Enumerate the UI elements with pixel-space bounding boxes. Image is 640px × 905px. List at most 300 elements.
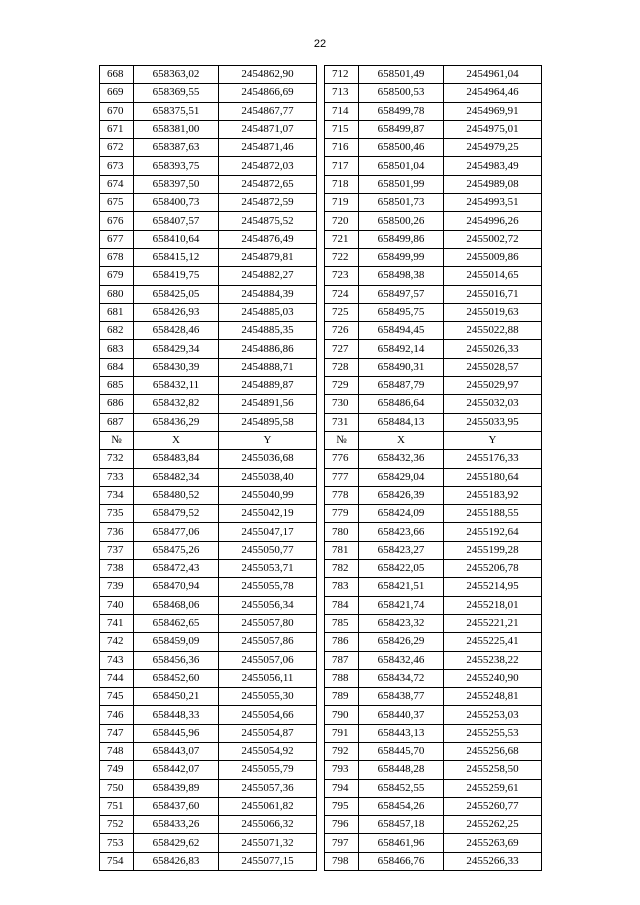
table-row (100, 340, 542, 358)
table-cell: 658461,96 (359, 834, 444, 852)
table-cell: 658501,99 (359, 175, 444, 193)
column-gap (317, 578, 325, 596)
table-cell: 713 (325, 84, 359, 102)
column-gap (317, 486, 325, 504)
table-cell: 658426,83 (134, 852, 219, 870)
table-cell: 729 (325, 377, 359, 395)
table-cell: 2455263,69 (444, 834, 542, 852)
table-cell: 2455047,17 (219, 523, 317, 541)
table-cell: 2455077,15 (219, 852, 317, 870)
table-row (100, 450, 542, 468)
column-gap (317, 560, 325, 578)
column-gap (317, 212, 325, 230)
table-cell: 746 (100, 706, 134, 724)
table-cell: 658498,38 (359, 267, 444, 285)
table-cell: 658369,55 (134, 84, 219, 102)
table-cell: 2455055,79 (219, 761, 317, 779)
table-cell: 2454891,56 (219, 395, 317, 413)
table-cell: 793 (325, 761, 359, 779)
table-cell: 2455054,92 (219, 742, 317, 760)
table-cell: 658445,96 (134, 724, 219, 742)
table-cell: 734 (100, 486, 134, 504)
table-row (100, 505, 542, 523)
table-cell: 2454996,26 (444, 212, 542, 230)
table-cell: 2455033,95 (444, 413, 542, 431)
table-cell: 794 (325, 779, 359, 797)
table-row (100, 523, 542, 541)
table-cell: 670 (100, 102, 134, 120)
column-gap (317, 651, 325, 669)
column-gap (317, 248, 325, 266)
table-cell: 658501,04 (359, 157, 444, 175)
table-cell: 2455022,88 (444, 322, 542, 340)
table-cell: 780 (325, 523, 359, 541)
table-cell: 721 (325, 230, 359, 248)
table-cell: 658454,26 (359, 797, 444, 815)
table-cell: 658452,60 (134, 669, 219, 687)
table-row (100, 267, 542, 285)
table-cell: 658439,89 (134, 779, 219, 797)
table-cell: 658448,33 (134, 706, 219, 724)
table-cell: 658375,51 (134, 102, 219, 120)
table-cell: 658422,05 (359, 560, 444, 578)
table-cell: 678 (100, 248, 134, 266)
table-cell: 658499,86 (359, 230, 444, 248)
table-cell: 2455188,55 (444, 505, 542, 523)
table-row (100, 395, 542, 413)
table-cell: 658480,52 (134, 486, 219, 504)
table-cell: 2454876,49 (219, 230, 317, 248)
table-cell: 2455055,30 (219, 688, 317, 706)
table-cell: 740 (100, 596, 134, 614)
table-cell: 787 (325, 651, 359, 669)
table-row (100, 651, 542, 669)
table-cell: 753 (100, 834, 134, 852)
table-cell: 733 (100, 468, 134, 486)
table-cell: 777 (325, 468, 359, 486)
column-gap (317, 450, 325, 468)
table-cell: 658497,57 (359, 285, 444, 303)
table-cell: 2455192,64 (444, 523, 542, 541)
table-cell: 783 (325, 578, 359, 596)
table-cell: 2454961,04 (444, 66, 542, 84)
table-cell: 658500,46 (359, 139, 444, 157)
table-cell: 658430,39 (134, 358, 219, 376)
table-row (100, 560, 542, 578)
table-cell: 2455028,57 (444, 358, 542, 376)
table-cell: 658421,51 (359, 578, 444, 596)
table-cell: 681 (100, 303, 134, 321)
table-cell: 658407,57 (134, 212, 219, 230)
table-cell: 715 (325, 120, 359, 138)
table-row (100, 84, 542, 102)
table-cell: 736 (100, 523, 134, 541)
table-cell: 2454975,01 (444, 120, 542, 138)
table-cell: 2455071,32 (219, 834, 317, 852)
column-gap (317, 779, 325, 797)
table-row (100, 212, 542, 230)
table-cell: 2455050,77 (219, 541, 317, 559)
table-cell: 2454993,51 (444, 194, 542, 212)
table-cell: 2455016,71 (444, 285, 542, 303)
coordinates-table (99, 65, 542, 871)
table-cell: 751 (100, 797, 134, 815)
table-cell: 658466,76 (359, 852, 444, 870)
table-cell: 723 (325, 267, 359, 285)
table-cell: 2455042,19 (219, 505, 317, 523)
table-cell: 658423,27 (359, 541, 444, 559)
table-cell: 2455262,25 (444, 816, 542, 834)
table-cell: 2454882,27 (219, 267, 317, 285)
table-cell: 658450,21 (134, 688, 219, 706)
table-cell: 2455056,34 (219, 596, 317, 614)
table-cell: 752 (100, 816, 134, 834)
column-gap (317, 285, 325, 303)
table-cell: 2454871,07 (219, 120, 317, 138)
column-gap (317, 834, 325, 852)
table-cell: 2454884,39 (219, 285, 317, 303)
page-number: 22 (313, 38, 327, 50)
table-cell: 747 (100, 724, 134, 742)
table-cell: 682 (100, 322, 134, 340)
table-cell: 658434,72 (359, 669, 444, 687)
table-cell: 658424,09 (359, 505, 444, 523)
table-cell: 789 (325, 688, 359, 706)
column-gap (317, 596, 325, 614)
table-cell: 658421,74 (359, 596, 444, 614)
table-cell: 658456,36 (134, 651, 219, 669)
table-cell: 731 (325, 413, 359, 431)
table-cell: 2454862,90 (219, 66, 317, 84)
table-cell: 738 (100, 560, 134, 578)
table-cell: 658459,09 (134, 633, 219, 651)
table-cell: 732 (100, 450, 134, 468)
table-cell: 658415,12 (134, 248, 219, 266)
table-cell: 658468,06 (134, 596, 219, 614)
table-cell: 716 (325, 139, 359, 157)
table-row (100, 248, 542, 266)
table-cell: 791 (325, 724, 359, 742)
table-cell: 737 (100, 541, 134, 559)
table-cell: 717 (325, 157, 359, 175)
table-cell: 673 (100, 157, 134, 175)
table-cell: 2455238,22 (444, 651, 542, 669)
table-cell: 658483,84 (134, 450, 219, 468)
table-row (100, 578, 542, 596)
table-row (100, 468, 542, 486)
table-cell: 2455002,72 (444, 230, 542, 248)
column-gap (317, 175, 325, 193)
table-cell: 2455057,80 (219, 614, 317, 632)
table-cell: 671 (100, 120, 134, 138)
table-cell: 727 (325, 340, 359, 358)
column-gap (317, 431, 325, 449)
column-gap (317, 377, 325, 395)
table-cell: 792 (325, 742, 359, 760)
table-cell: 658410,64 (134, 230, 219, 248)
table-cell: 658438,77 (359, 688, 444, 706)
table-cell: 2454979,25 (444, 139, 542, 157)
table-cell: 658429,04 (359, 468, 444, 486)
table-cell: 2455054,87 (219, 724, 317, 742)
table-row (100, 175, 542, 193)
table-cell: 2454895,58 (219, 413, 317, 431)
table-cell: Y (219, 431, 317, 449)
table-cell: 2454872,59 (219, 194, 317, 212)
table-cell: 658443,07 (134, 742, 219, 760)
table-cell: 658428,46 (134, 322, 219, 340)
table-cell: 658445,70 (359, 742, 444, 760)
column-gap (317, 761, 325, 779)
column-gap (317, 614, 325, 632)
table-cell: 2455255,53 (444, 724, 542, 742)
table-row (100, 852, 542, 870)
table-cell: 786 (325, 633, 359, 651)
table-cell: 2454886,86 (219, 340, 317, 358)
table-row (100, 596, 542, 614)
table-cell: 785 (325, 614, 359, 632)
table-row (100, 102, 542, 120)
column-gap (317, 413, 325, 431)
table-cell: 2455038,40 (219, 468, 317, 486)
table-cell: 658423,66 (359, 523, 444, 541)
table-cell: 2455240,90 (444, 669, 542, 687)
table-cell: 744 (100, 669, 134, 687)
table-cell: 658495,75 (359, 303, 444, 321)
table-cell: № (325, 431, 359, 449)
column-gap (317, 66, 325, 84)
column-gap (317, 139, 325, 157)
table-cell: 2455253,03 (444, 706, 542, 724)
table-cell: 658426,29 (359, 633, 444, 651)
table-cell: 2454969,91 (444, 102, 542, 120)
table-cell: 658499,87 (359, 120, 444, 138)
table-cell: 2454889,87 (219, 377, 317, 395)
table-cell: 718 (325, 175, 359, 193)
table-cell: 658475,26 (134, 541, 219, 559)
table-cell: 739 (100, 578, 134, 596)
table-cell: 2454872,03 (219, 157, 317, 175)
table-cell: 658492,14 (359, 340, 444, 358)
table-row (100, 303, 542, 321)
table-cell: 658426,39 (359, 486, 444, 504)
table-row (100, 614, 542, 632)
table-cell: 742 (100, 633, 134, 651)
table-cell: 2455036,68 (219, 450, 317, 468)
table-cell: 687 (100, 413, 134, 431)
table-cell: 728 (325, 358, 359, 376)
table-cell: 722 (325, 248, 359, 266)
table-row (100, 66, 542, 84)
table-row (100, 688, 542, 706)
table-row (100, 633, 542, 651)
table-cell: 2455055,78 (219, 578, 317, 596)
table-cell: 658472,43 (134, 560, 219, 578)
column-gap (317, 322, 325, 340)
column-gap (317, 267, 325, 285)
table-cell: 797 (325, 834, 359, 852)
table-cell: 658479,52 (134, 505, 219, 523)
table-cell: 784 (325, 596, 359, 614)
table-cell: 743 (100, 651, 134, 669)
table-cell: 714 (325, 102, 359, 120)
column-gap (317, 102, 325, 120)
column-gap (317, 669, 325, 687)
column-gap (317, 230, 325, 248)
table-cell: 2455056,11 (219, 669, 317, 687)
table-cell: 2454885,03 (219, 303, 317, 321)
table-cell: 675 (100, 194, 134, 212)
column-gap (317, 523, 325, 541)
column-gap (317, 816, 325, 834)
table-cell: 2455054,66 (219, 706, 317, 724)
column-gap (317, 84, 325, 102)
table-cell: № (100, 431, 134, 449)
table-cell: 683 (100, 340, 134, 358)
table-cell: 658500,26 (359, 212, 444, 230)
table-cell: 658432,82 (134, 395, 219, 413)
column-gap (317, 541, 325, 559)
table-cell: 684 (100, 358, 134, 376)
table-cell: 686 (100, 395, 134, 413)
table-cell: 658400,73 (134, 194, 219, 212)
table-cell: 658457,18 (359, 816, 444, 834)
column-gap (317, 395, 325, 413)
table-cell: 658423,32 (359, 614, 444, 632)
table-cell: 658501,73 (359, 194, 444, 212)
table-cell: 658425,05 (134, 285, 219, 303)
table-cell: 2455176,33 (444, 450, 542, 468)
table-cell: 735 (100, 505, 134, 523)
table-cell: 2454866,69 (219, 84, 317, 102)
table-cell: 658470,94 (134, 578, 219, 596)
table-cell: 679 (100, 267, 134, 285)
table-cell: 2455183,92 (444, 486, 542, 504)
table-row (100, 816, 542, 834)
table-cell: 658440,37 (359, 706, 444, 724)
table-cell: 658443,13 (359, 724, 444, 742)
column-gap (317, 505, 325, 523)
table-cell: 2455180,64 (444, 468, 542, 486)
column-gap (317, 706, 325, 724)
table-cell: 796 (325, 816, 359, 834)
table-row (100, 834, 542, 852)
table-row (100, 779, 542, 797)
table-cell: 2454964,46 (444, 84, 542, 102)
table-cell: 658499,78 (359, 102, 444, 120)
table-cell: 658429,62 (134, 834, 219, 852)
table-row (100, 413, 542, 431)
table-cell: 658429,34 (134, 340, 219, 358)
table-cell: 2455258,50 (444, 761, 542, 779)
table-row (100, 669, 542, 687)
column-gap (317, 724, 325, 742)
table-row (100, 797, 542, 815)
column-gap (317, 194, 325, 212)
table-row (100, 377, 542, 395)
column-gap (317, 852, 325, 870)
table-cell: 2455066,32 (219, 816, 317, 834)
table-cell: 2455206,78 (444, 560, 542, 578)
table-cell: 2454983,49 (444, 157, 542, 175)
table-cell: 658462,65 (134, 614, 219, 632)
table-cell: 782 (325, 560, 359, 578)
table-cell: 2455199,28 (444, 541, 542, 559)
table-cell: 2454875,52 (219, 212, 317, 230)
table-cell: 658432,46 (359, 651, 444, 669)
table-cell: 658433,26 (134, 816, 219, 834)
table-cell: 658432,36 (359, 450, 444, 468)
table-cell: 2455029,97 (444, 377, 542, 395)
table-header-row (100, 431, 542, 449)
table-row (100, 157, 542, 175)
table-cell: 2455260,77 (444, 797, 542, 815)
table-cell: 677 (100, 230, 134, 248)
table-cell: 712 (325, 66, 359, 84)
table-cell: 658381,00 (134, 120, 219, 138)
table-cell: 658393,75 (134, 157, 219, 175)
column-gap (317, 468, 325, 486)
table-row (100, 706, 542, 724)
table-row (100, 230, 542, 248)
table-cell: 2454888,71 (219, 358, 317, 376)
table-row (100, 120, 542, 138)
table-cell: 658490,31 (359, 358, 444, 376)
table-cell: 2454879,81 (219, 248, 317, 266)
table-cell: 2455009,86 (444, 248, 542, 266)
table-row (100, 742, 542, 760)
table-cell: 2454867,77 (219, 102, 317, 120)
table-cell: 720 (325, 212, 359, 230)
table-cell: 2455214,95 (444, 578, 542, 596)
table-row (100, 761, 542, 779)
table-cell: Y (444, 431, 542, 449)
table-cell: 778 (325, 486, 359, 504)
table-cell: 750 (100, 779, 134, 797)
table-cell: 2455256,68 (444, 742, 542, 760)
table-cell: 658499,99 (359, 248, 444, 266)
table-cell: 745 (100, 688, 134, 706)
table-cell: 2455057,06 (219, 651, 317, 669)
table-cell: 2454989,08 (444, 175, 542, 193)
table-cell: 730 (325, 395, 359, 413)
table-cell: 779 (325, 505, 359, 523)
table-row (100, 486, 542, 504)
table-row (100, 724, 542, 742)
table-row (100, 285, 542, 303)
column-gap (317, 688, 325, 706)
table-cell: 2455266,33 (444, 852, 542, 870)
table-cell: 2455057,36 (219, 779, 317, 797)
table-cell: 2454872,65 (219, 175, 317, 193)
table-cell: 658501,49 (359, 66, 444, 84)
table-cell: 669 (100, 84, 134, 102)
table-cell: 2455019,63 (444, 303, 542, 321)
table-cell: 658397,50 (134, 175, 219, 193)
table-cell: 658484,13 (359, 413, 444, 431)
table-row (100, 358, 542, 376)
table-cell: 2455218,01 (444, 596, 542, 614)
table-cell: 658494,45 (359, 322, 444, 340)
table-cell: 776 (325, 450, 359, 468)
table-cell: 658436,29 (134, 413, 219, 431)
column-gap (317, 742, 325, 760)
column-gap (317, 358, 325, 376)
table-cell: 795 (325, 797, 359, 815)
table-cell: X (359, 431, 444, 449)
table-cell: 2454885,35 (219, 322, 317, 340)
table-cell: 2455014,65 (444, 267, 542, 285)
